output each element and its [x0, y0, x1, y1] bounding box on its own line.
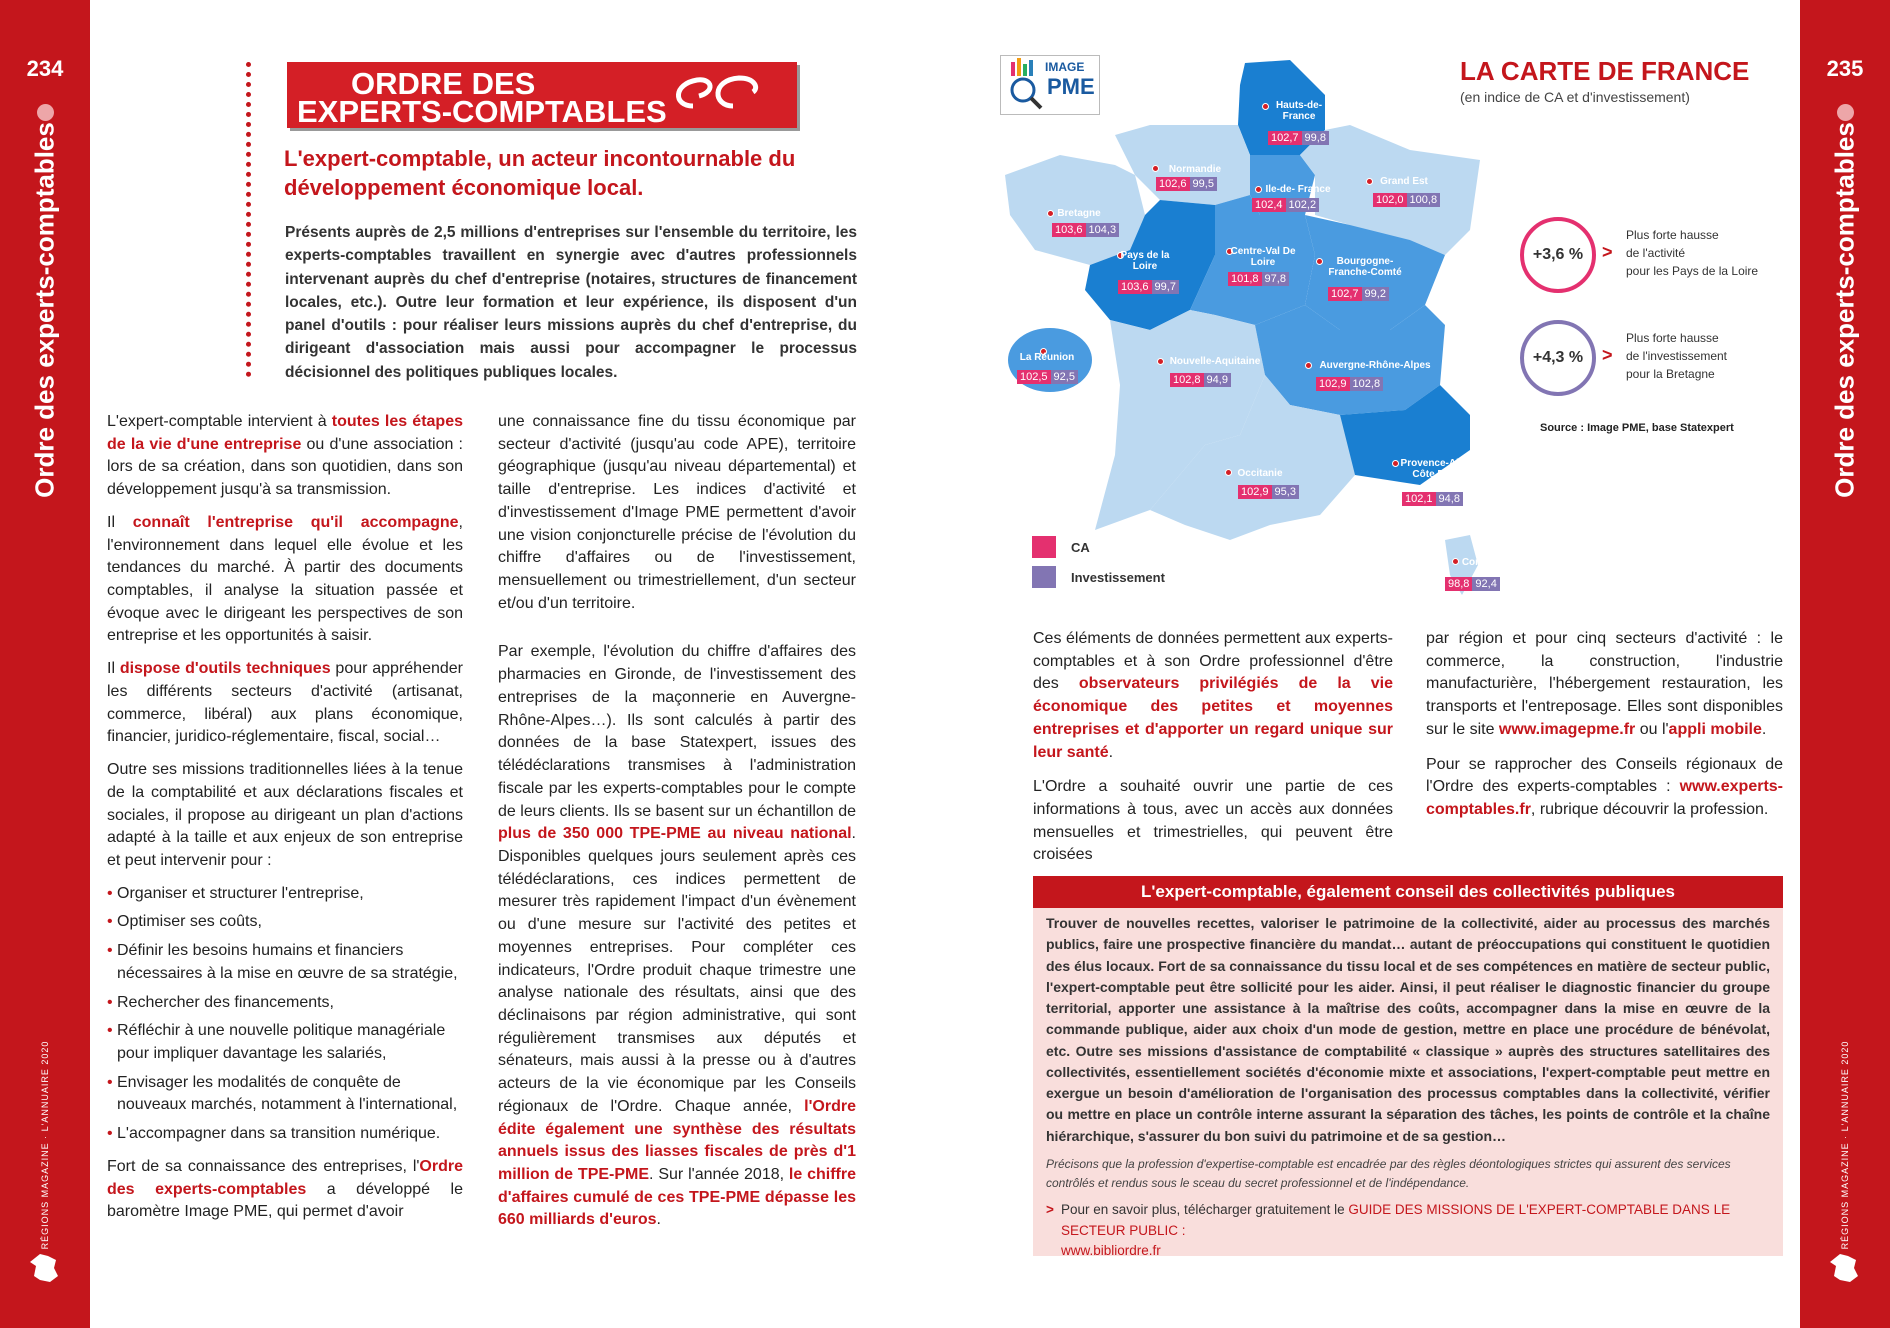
ca-value: 98,8	[1445, 577, 1472, 591]
dotted-divider	[246, 62, 251, 377]
region-values	[1445, 577, 1500, 591]
text: .	[1761, 720, 1767, 738]
france-map-icon	[28, 1252, 62, 1284]
text: Il	[107, 513, 133, 531]
region-label: Centre-Val De Loire	[1230, 246, 1296, 268]
vertical-footer-right: RÉGIONS MAGAZINE · L'ANNUAIRE 2020	[1840, 1040, 1850, 1250]
inv-value: 99,7	[1152, 280, 1179, 294]
vertical-section-title-left: Ordre des experts-comptables	[29, 122, 60, 498]
ca-value: 102,1	[1402, 492, 1436, 506]
region-values	[1017, 370, 1078, 384]
region-label: Grand Est	[1380, 176, 1428, 187]
region-values	[1316, 377, 1383, 391]
region-label: Hauts-de-France	[1275, 100, 1323, 122]
region-marker	[1047, 210, 1054, 217]
region-values	[1238, 485, 1299, 499]
decorative-dot	[1837, 104, 1854, 121]
ca-value: 102,0	[1373, 193, 1407, 207]
arrow-right-icon: >	[1602, 242, 1613, 262]
legend-label-ca: CA	[1071, 540, 1090, 555]
inv-value: 99,5	[1190, 177, 1217, 191]
ca-value: 102,8	[1170, 373, 1204, 387]
paragraph	[1426, 754, 1783, 822]
region-label: Corse	[1461, 557, 1491, 568]
ca-value: 102,7	[1268, 131, 1302, 145]
text: ou d'une association : lors de sa création, dans son quotidien, dans son développement jusqu'à sa transmission.	[107, 435, 463, 499]
inv-value: 94,8	[1436, 492, 1463, 506]
bullet-list	[107, 883, 463, 1146]
ca-value: 102,7	[1328, 287, 1362, 301]
paragraph	[107, 411, 463, 502]
ca-value: 103,6	[1118, 280, 1152, 294]
page-number-right: 235	[1826, 56, 1864, 81]
ca-value: 103,6	[1052, 223, 1086, 237]
ca-value: 102,9	[1316, 377, 1350, 391]
inv-value: 104,3	[1086, 223, 1120, 237]
paragraph: une connaissance fine du tissu économique par secteur d'activité (jusqu'au code APE), territoire géographique (jusqu'au niveau départemental) et taille d'entreprise. Les indices d'activité et d'investissement d'Image PME permettent d'avoir une vision conjoncturelle précise de l'évolution du chiffre d'affaires ou de l'investissement, mensuellement ou trimestriellement, d'un secteur et/ou d'un territoire.	[498, 413, 856, 612]
france-map	[1000, 55, 1520, 595]
arrow-right-icon: >	[1602, 345, 1613, 365]
note-line: Plus forte hausse	[1626, 331, 1719, 345]
page-number-left: 234	[26, 56, 64, 81]
paragraph	[1033, 628, 1393, 764]
inv-value: 99,8	[1302, 131, 1329, 145]
text: Il	[107, 660, 120, 678]
region-values	[1268, 131, 1329, 145]
france-map-icon	[1828, 1252, 1862, 1284]
inv-value: 94,9	[1204, 373, 1231, 387]
link-appli-mobile[interactable]: appli mobile	[1668, 720, 1762, 738]
region-label: Provence-Alpes-Côte D'azur	[1400, 458, 1480, 480]
region-marker	[1152, 165, 1159, 172]
stat-circle-activity: +3,6 %	[1520, 217, 1596, 293]
legend-swatch-investissement	[1032, 566, 1056, 588]
text: Ces éléments de données permettent aux experts-comptables et à son Ordre professionnel d'être des	[1033, 630, 1393, 693]
list-item: • Organiser et structurer l'entreprise,	[107, 883, 463, 906]
article-subtitle: L'expert-comptable, un acteur incontournable du développement économique local.	[284, 146, 796, 200]
paragraph: L'Ordre a souhaité ouvrir une partie de ces informations à tous, avec un accès aux données mensuelles et trimestrielles, qui peuvent être croisées	[1033, 778, 1393, 864]
text-column-1	[107, 411, 463, 1234]
list-item: • Rechercher des financements,	[107, 992, 463, 1015]
region-label: Ile-de- France	[1265, 184, 1331, 195]
highlight: observateurs privilégiés de la vie économique des petites et moyennes entreprises et d'apporter un regard unique sur leur santé	[1033, 675, 1393, 761]
map-source: Source : Image PME, base Statexpert	[1540, 422, 1734, 434]
note-line: de l'investissement	[1626, 349, 1728, 363]
stat-note-activity	[1626, 226, 1758, 280]
list-item: • L'accompagner dans sa transition numérique.	[107, 1123, 463, 1146]
text: Par exemple, l'évolution du chiffre d'affaires des pharmacies en Gironde, de l'investissement des entreprises de la maçonnerie en Auvergne-Rhône-Alpes…). Ils sont calculés à partir des données de la base Statexpert, issues des télédéclarations transmises à l'administration fiscale par les experts-comptables pour le compte de leurs clients. Ils se basent sur un échantillon de	[498, 643, 856, 820]
highlight: dispose d'outils techniques	[119, 660, 331, 678]
stat-note-investment	[1626, 329, 1727, 383]
text: , rubrique découvrir la profession.	[1530, 801, 1769, 819]
highlight: toutes les étapes de la vie d'une entreprise	[107, 413, 463, 453]
map-title: LA CARTE DE FRANCE	[1460, 56, 1750, 86]
legend-swatch-ca	[1032, 536, 1056, 558]
text: , l'environnement dans lequel elle évolue et les tendances du marché. À partir des documents comptables, il analyse la situation passée et évoque avec le dirigeant les perspectives de son entreprise et les opportunités à saisir.	[107, 513, 463, 645]
text: par région et pour cinq secteurs d'activité : le commerce, la construction, l'industrie manufacturière, l'hébergement restauration, les transports et l'entreposage. Elles sont disponibles sur le site	[1426, 630, 1783, 738]
ca-value: 102,5	[1017, 370, 1051, 384]
note-line: pour la Bretagne	[1626, 367, 1715, 381]
text: Pour en savoir plus, télécharger gratuitement le	[1061, 1202, 1349, 1218]
link-imagepme[interactable]: www.imagepme.fr	[1498, 720, 1636, 738]
decorative-dot	[37, 104, 54, 121]
arrow-right-icon: >	[1046, 1202, 1054, 1218]
vertical-section-title-right: Ordre des experts-comptables	[1829, 122, 1860, 498]
region-values	[1373, 193, 1440, 207]
bibliordre-link[interactable]: www.bibliordre.fr	[1061, 1242, 1161, 1258]
inv-value: 102,8	[1350, 377, 1384, 391]
text-column-2	[498, 411, 856, 1242]
inv-value: 95,3	[1272, 485, 1299, 499]
list-item: • Définir les besoins humains et financiers nécessaires à la mise en œuvre de sa stratégie,	[107, 940, 463, 985]
list-item: • Réfléchir à une nouvelle politique managériale pour impliquer davantage les salariés,	[107, 1020, 463, 1065]
text: Pour se rapprocher des Conseils régionaux de l'Ordre des experts-comptables :	[1426, 755, 1783, 796]
region-marker	[1366, 178, 1373, 185]
box-italic-note: Précisons que la profession d'expertise-comptable est encadrée par des règles déontologiques strictes qui assurent des services contrôlés et rendus sous le sceau du secret professionnel et de l'indépendance.	[1046, 1156, 1731, 1191]
left-margin-band	[0, 0, 90, 1328]
region-values	[1228, 272, 1289, 286]
article-intro: Présents auprès de 2,5 millions d'entreprises sur l'ensemble du territoire, les experts-comptables travaillent en synergie avec d'autres professionnels intervenant auprès du chef d'entreprise (notaires, structures de financement locales, etc.). Outre leur formation et leur expérience, ils disposent d'un panel d'outils : pour réaliser leurs missions auprès du chef d'entreprise, du dirigeant d'association mais aussi pour accompagner le processus décisionnel des politiques publiques locales.	[285, 224, 857, 381]
region-marker	[1255, 186, 1262, 193]
ca-value: 101,8	[1228, 272, 1262, 286]
link-experts-comptables[interactable]: www.experts-comptables.fr	[1426, 778, 1783, 819]
guide-link[interactable]: GUIDE DES MISSIONS DE L'EXPERT-COMPTABLE DANS LE SECTEUR PUBLIC :	[1061, 1202, 1731, 1238]
text: L'expert-comptable intervient à	[107, 413, 332, 430]
region-label: Nouvelle-Aquitaine	[1169, 356, 1261, 367]
ca-value: 102,6	[1156, 177, 1190, 191]
box-more-info	[1033, 1193, 1783, 1261]
highlight: connaît l'entreprise qu'il accompagne	[132, 513, 459, 531]
text: pour appréhender les différents secteurs d'activité (artisanat, commerce, libéral) aux plans économique, financier, juridico-réglementaire, fiscal, social…	[107, 660, 463, 746]
legend-label-investissement: Investissement	[1071, 570, 1165, 585]
text: . Disponibles quelques jours seulement après ces télédéclarations, ces indices permettent de mesurer très rapidement l'impact d'un évènement ou d'une mesure sur l'activité des petites et moyennes entreprises. Pour compléter ces indicateurs, l'Ordre produit chaque trimestre une analyse nationale des résultats, ainsi que des déclinaisons par région administrative, qui sont régulièrement transmises aux députés et sénateurs, mais aussi à la presse ou à d'autres acteurs de la vie économique par les Conseils régionaux de l'Ordre. Chaque année,	[498, 825, 856, 1115]
text: .	[1108, 743, 1114, 761]
region-values	[1252, 198, 1319, 212]
inv-value: 100,8	[1407, 193, 1441, 207]
inv-value: 97,8	[1262, 272, 1289, 286]
paragraph	[107, 658, 463, 749]
brand-line-1: IMAGE	[1045, 60, 1085, 74]
paragraph: Outre ses missions traditionnelles liées à la tenue de la comptabilité et aux déclarations fiscales et sociales, il propose au dirigeant un plan d'actions adapté à la taille et aux enjeux de son entreprise et peut intervenir pour :	[107, 761, 463, 869]
logo-line-1: ORDRE DES	[351, 66, 536, 101]
box-body: Trouver de nouvelles recettes, valoriser le patrimoine de la collectivité, aider au processus des marchés publics, faire une prospective financière du mandat… autant de préoccupations qui constituent le quotidien des élus locaux. Fort de sa connaissance du tissu local et de ses compétences en matière de secteur public, l'expert-comptable peut être sollicité pour les aider. Ainsi, il peut réaliser le diagnostic financier du groupe territorial, apporter une assistance à la maîtrise des coûts, accompagner dans la mise en œuvre de la commande publique, aider aux choix d'un mode de gestion, mettre en place une procédure de bénévolat, etc. Outre ses missions d'assistance de comptabilité « classique » auprès des structures satellitaires des collectivités, essentiellement sociétés d'économie mixte et associations, l'expert-comptable peut mettre en exergue un besoin d'amélioration de l'organisation des processus comptables dans la collectivité, vérifier ou mettre en place un contrôle interne assurant la séparation des tâches, les points de contrôle et la chaîne hiérarchique, s'assurer du bon suivi du patrimoine et de sa gestion…	[1046, 915, 1770, 1144]
note-line: Plus forte hausse	[1626, 228, 1719, 242]
text: a développé le baromètre Image PME, qui permet d'avoir	[107, 1180, 463, 1221]
box-title: L'expert-comptable, également conseil des collectivités publiques	[1033, 876, 1783, 908]
ordre-logo	[287, 62, 797, 128]
list-item: • Envisager les modalités de conquête de nouveaux marchés, notamment à l'international,	[107, 1072, 463, 1117]
region-label: Auvergne-Rhône-Alpes	[1319, 360, 1431, 371]
highlight: l'Ordre édite également une synthèse des résultats annuels issus des liasses fiscales de près d'1 million de TPE-PME	[498, 1097, 856, 1183]
vertical-footer-left: RÉGIONS MAGAZINE · L'ANNUAIRE 2020	[40, 1040, 50, 1250]
inv-value: 99,2	[1362, 287, 1389, 301]
region-values	[1156, 177, 1217, 191]
list-item: • Optimiser ses coûts,	[107, 911, 463, 934]
paragraph	[1426, 628, 1783, 742]
region-values	[1170, 373, 1231, 387]
text-column-4	[1426, 628, 1783, 832]
region-values	[1052, 223, 1119, 237]
note-line: de l'activité	[1626, 246, 1685, 260]
region-label: Bourgogne-Franche-Comté	[1328, 256, 1402, 278]
map-subtitle: (en indice de CA et d'investissement)	[1460, 89, 1690, 105]
ca-value: 102,4	[1252, 198, 1286, 212]
highlight: plus de 350 000 TPE-PME au niveau national	[498, 825, 852, 843]
paragraph	[107, 512, 463, 648]
highlight: Ordre des experts-comptables	[107, 1157, 463, 1198]
sidebar-box	[1033, 876, 1783, 1256]
ec-monogram-icon	[663, 66, 783, 124]
text: . Sur l'année 2018,	[649, 1166, 789, 1183]
region-label: Occitanie	[1237, 468, 1283, 479]
text: Fort de sa connaissance des entreprises, l'	[107, 1157, 420, 1175]
region-label: Bretagne	[1057, 208, 1101, 219]
text: .	[656, 1211, 661, 1229]
region-label: La Réunion	[1019, 352, 1075, 363]
inv-value: 92,4	[1472, 577, 1499, 591]
logo-line-2: EXPERTS-COMPTABLES	[297, 94, 667, 129]
highlight: le chiffre d'affaires cumulé de ces TPE-PME dépasse les 660 milliards d'euros	[498, 1166, 857, 1229]
text-column-3	[1033, 628, 1393, 877]
region-label: Pays de la Loire	[1120, 250, 1170, 272]
text: ou l'	[1635, 720, 1669, 738]
region-values	[1328, 287, 1389, 301]
inv-value: 92,5	[1051, 370, 1078, 384]
note-line: pour les Pays de la Loire	[1626, 264, 1759, 278]
region-values	[1402, 492, 1463, 506]
region-values	[1118, 280, 1179, 294]
region-label: Normandie	[1168, 164, 1222, 175]
ca-value: 102,9	[1238, 485, 1272, 499]
right-margin-band	[1800, 0, 1890, 1328]
inv-value: 102,2	[1286, 198, 1320, 212]
stat-circle-investment: +4,3 %	[1520, 320, 1596, 396]
paragraph	[107, 1156, 463, 1224]
paragraph	[498, 641, 856, 1232]
brand-line-2: PME	[1047, 74, 1095, 99]
